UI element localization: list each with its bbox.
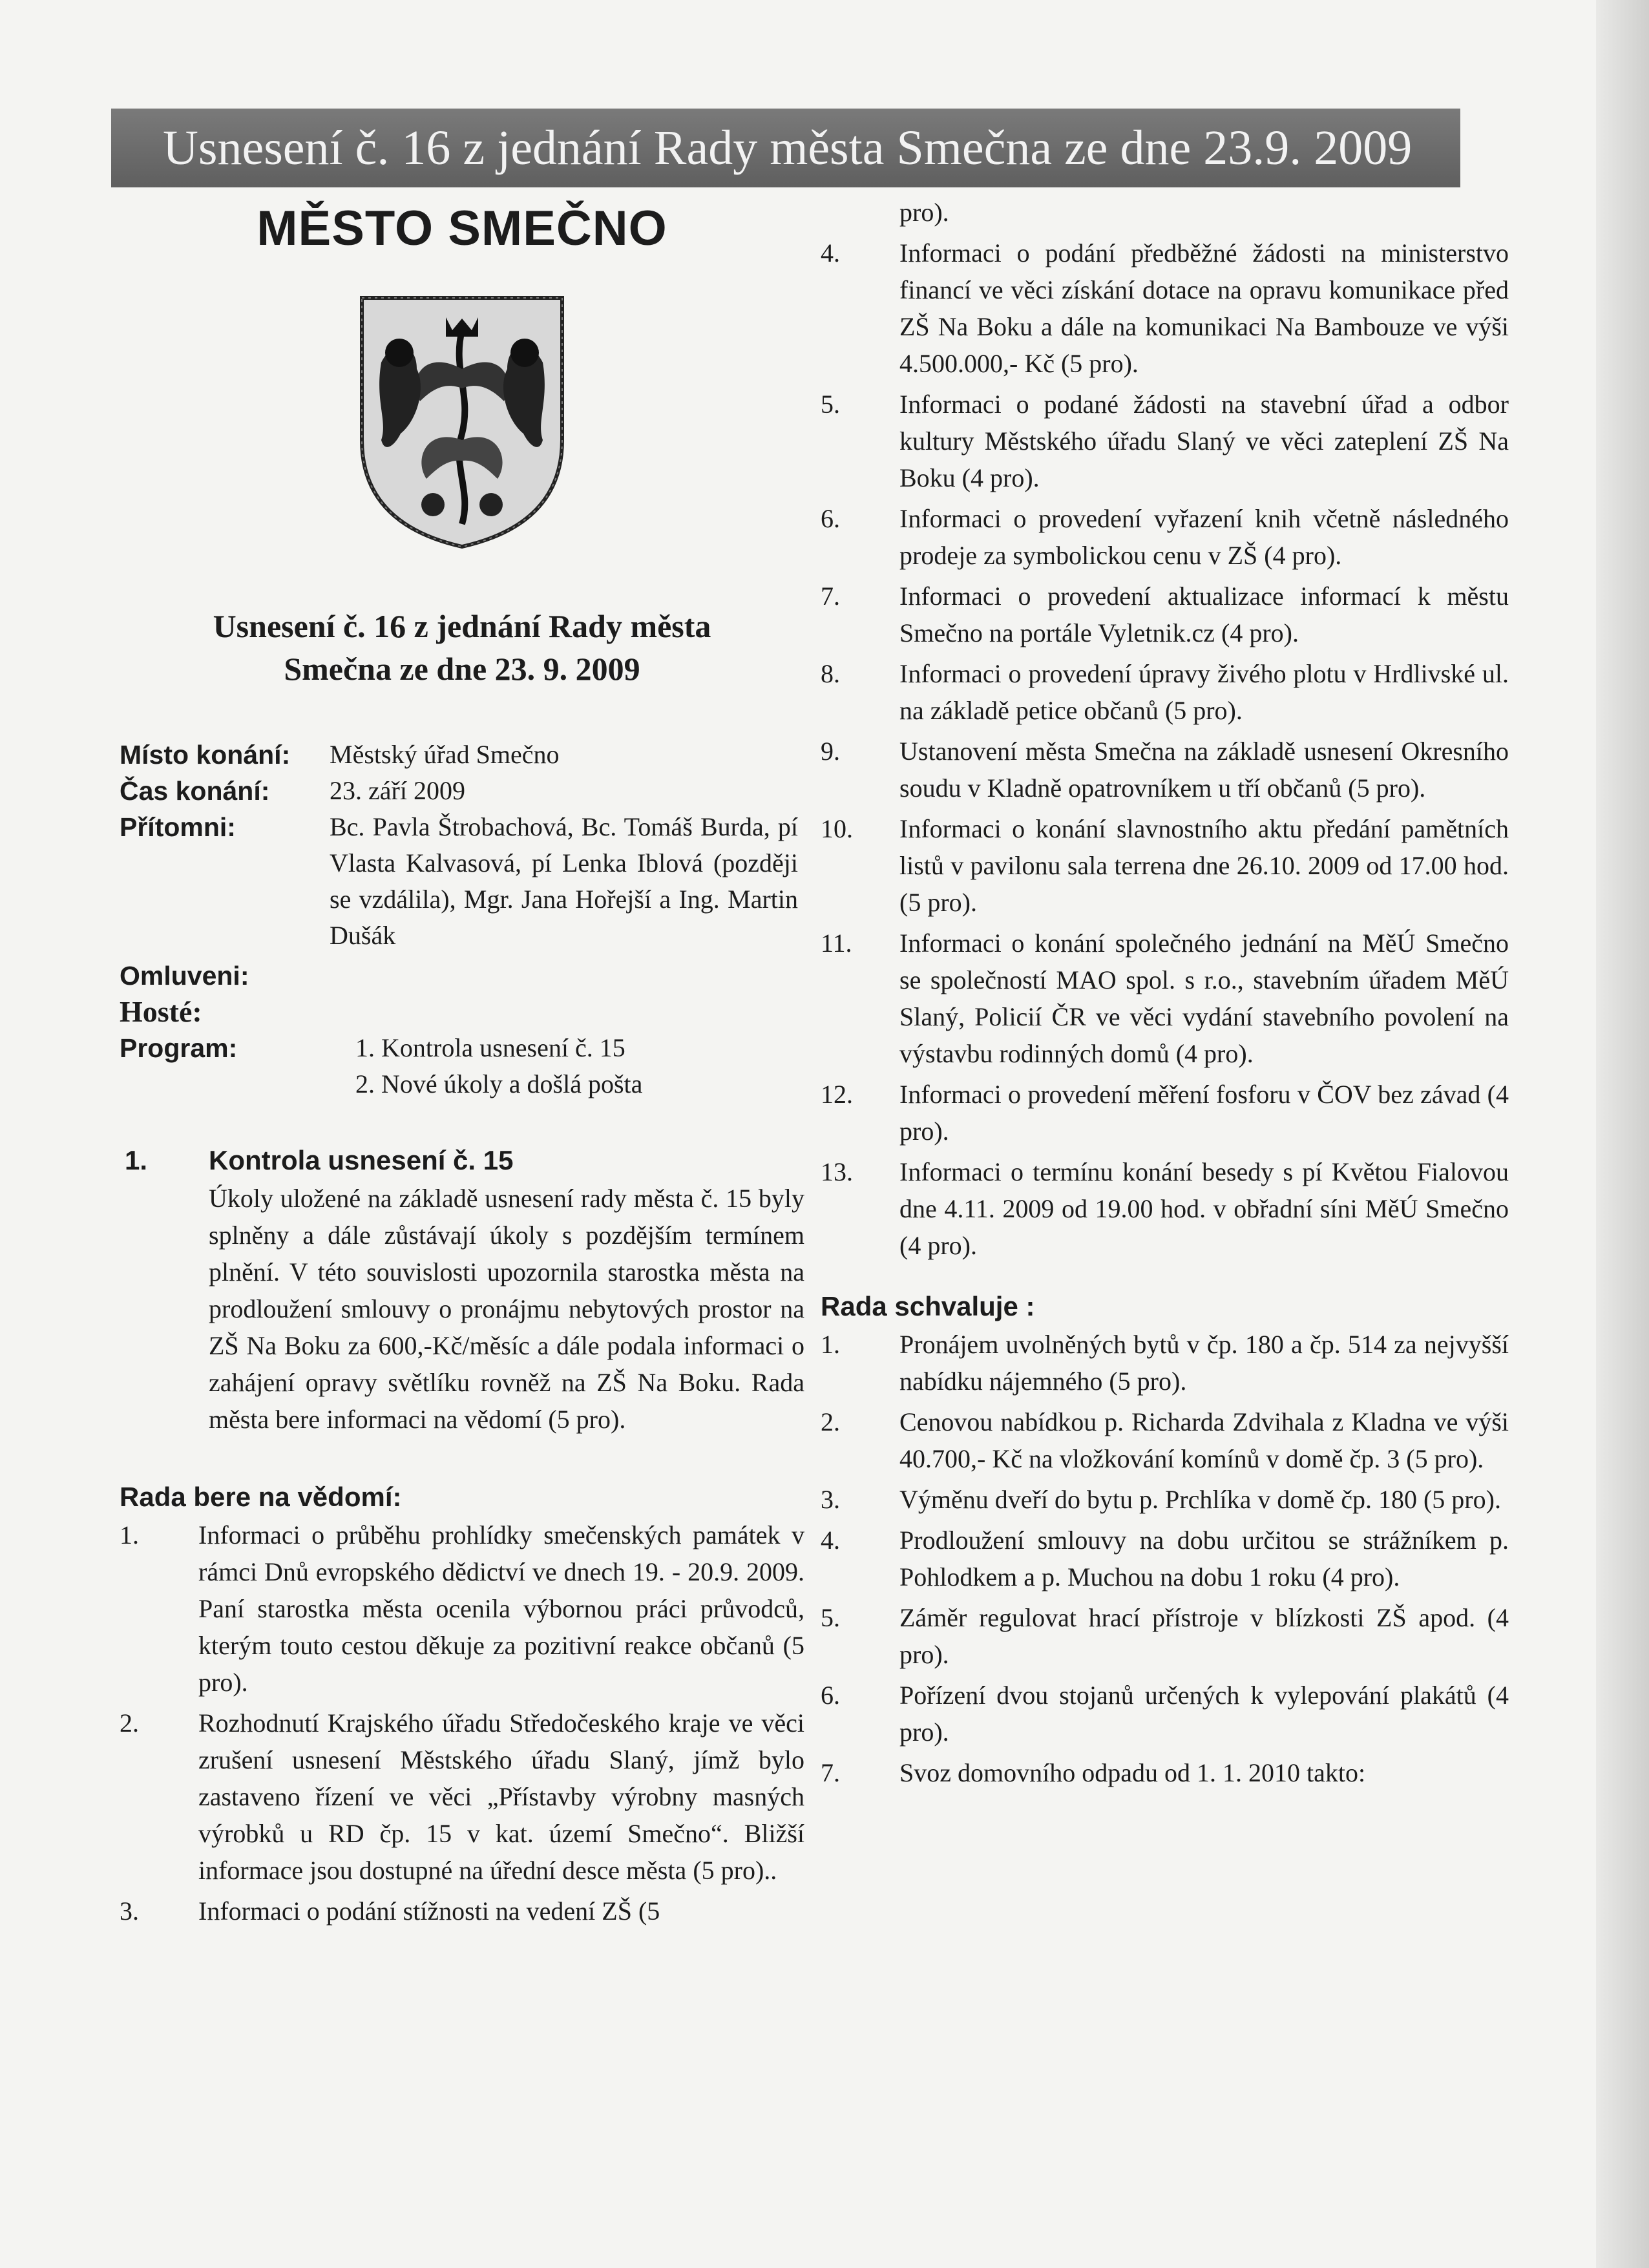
page-edge-shadow [1596,0,1649,2268]
item-text: Informaci o podání předběžné žádosti na ministerstvo financí ve věci získání dotace na opravu komunikace před ZŠ Na Boku a dále na komunikaci Na Bambouze ve výši 4.500.000,- Kč (5 pro). [899,238,1509,378]
item-number: 9. [821,737,840,766]
meta-program-label: Program: [120,1033,238,1063]
list-item [821,1326,1509,1400]
list-item [821,925,1509,1072]
list-item [821,1754,1509,1791]
list-item [821,1076,1509,1150]
document-heading [120,605,804,690]
item-number: 6. [821,1681,840,1710]
list-item [821,1522,1509,1595]
rada-bere-list-right [821,235,1509,1264]
item-number: 3. [120,1896,139,1926]
item-text: Rozhodnutí Krajského úřadu Středočeského kraje ve věci zrušení usnesení Městského úřadu Slaný, jímž bylo zastaveno řízení ve věci „Přístavby výrobny masných výrobků u RD čp. 15 v kat. území Smečno“. Bližší informace jsou dostupné na úřední desce města (5 pro).. [198,1708,804,1885]
heading-line-1: Usnesení č. 16 z jednání Rady města [213,608,711,644]
item-number: 8. [821,659,840,688]
meta-excused-label: Omluveni: [120,961,249,991]
left-column [120,194,804,1933]
list-item [821,1153,1509,1264]
list-item [120,1705,804,1889]
section-1-title: Kontrola usnesení č. 15 [209,1145,514,1175]
item-number: 6. [821,504,840,533]
item-number: 7. [821,582,840,611]
item-text: Pořízení dvou stojanů určených k vylepování plakátů (4 pro). [899,1681,1509,1747]
item-number: 4. [821,238,840,268]
program-item: 2. Nové úkoly a došlá pošta [355,1069,643,1098]
item-number: 2. [821,1407,840,1436]
item-text: Informaci o termínu konání besedy s pí Květou Fialovou dne 4.11. 2009 od 19.00 hod. v obřadní síni MěÚ Smečno (4 pro). [899,1157,1509,1260]
list-item [821,1677,1509,1750]
item-number: 7. [821,1758,840,1787]
item-number: 10. [821,814,853,843]
rada-bere-heading: Rada bere na vědomí: [120,1482,402,1512]
item-number: 5. [821,1603,840,1632]
item-text: Informaci o provedení aktualizace informací k městu Smečno na portále Vyletnik.cz (4 pro). [899,582,1509,647]
item-text: Ustanovení města Smečna na základě usnesení Okresního soudu v Kladně opatrovníkem u tří občanů (5 pro). [899,737,1509,803]
item-text: Výměnu dveří do bytu p. Prchlíka v domě čp. 180 (5 pro). [899,1485,1501,1514]
meta-present-value: Bc. Pavla Štrobachová, Bc. Tomáš Burda, pí Vlasta Kalvasová, pí Lenka Iblová (později se vzdálila), Mgr. Jana Hořejší a Ing. Martin Dušák [330,812,798,950]
section-1-heading [120,1141,804,1180]
item-text: Informaci o průběhu prohlídky smečenských památek v rámci Dnů evropského dědictví ve dnech 19. - 20.9. 2009. Paní starostka města ocenila výbornou práci průvodců, kterým touto cestou děkuje za pozitivní reakce občanů (5 pro). [198,1520,804,1697]
item-number: 3. [821,1485,840,1514]
item-number: 2. [120,1708,139,1738]
meta-guests-label: Hosté: [120,995,202,1028]
meta-time-value: 23. září 2009 [330,776,465,805]
item-text: Informaci o podání stížnosti na vedení ZŠ (5 [198,1896,660,1926]
item-text: Informaci o podané žádosti na stavební úřad a odbor kultury Městského úřadu Slaný ve věci zateplení ZŠ Na Boku (4 pro). [899,390,1509,492]
heading-line-2: Smečna ze dne 23. 9. 2009 [284,651,640,687]
item-number: 4. [821,1526,840,1555]
list-item [821,235,1509,382]
right-column [821,194,1509,1795]
section-1-number: 1. [125,1145,148,1175]
header-banner: Usnesení č. 16 z jednání Rady města Smečna ze dne 23.9. 2009 [111,109,1460,187]
item-number: 12. [821,1080,853,1109]
rada-schvaluje-list [821,1326,1509,1791]
list-item [821,1481,1509,1518]
item-number: 13. [821,1157,853,1186]
item-text: Informaci o provedení úpravy živého plotu v Hrdlivské ul. na základě petice občanů (5 pro). [899,659,1509,725]
item-text: Cenovou nabídkou p. Richarda Zdvihala z Kladna ve výši 40.700,- Kč na vložkování komínů v domě čp. 3 (5 pro). [899,1407,1509,1473]
meta-excused [120,958,804,994]
item-text: Informaci o provedení měření fosforu v ČOV bez závad (4 pro). [899,1080,1509,1146]
meta-program [120,1030,804,1102]
town-crest-icon [355,291,569,550]
meeting-metadata [120,737,804,1102]
section-1-text: Úkoly uložené na základě usnesení rady města č. 15 byly splněny a dále zůstávají úkoly s pozdějším termínem plnění. V této souvislosti upozornila starostka města na prodloužení smlouvy o pronájmu nebytových prostor na ZŠ Na Boku za 600,-Kč/měsíc a dále podala informaci o zahájení opravy světlíku rovněž na ZŠ Na Boku. Rada města bere informaci na vědomí (5 pro). [209,1184,804,1434]
item-number: 1. [821,1330,840,1359]
list-item [821,1403,1509,1477]
crest-container [120,291,804,553]
item-number: 5. [821,390,840,419]
item-continuation: pro). [899,198,949,227]
item-text: Informaci o konání společného jednání na MěÚ Smečno se společností MAO spol. s r.o., stavebním úřadem MěÚ Slaný, Policií ČR ve věci vydání stavebního povolení na výstavbu rodinných domů (4 pro). [899,929,1509,1068]
item-text: Pronájem uvolněných bytů v čp. 180 a čp. 514 za nejvyšší nabídku nájemného (5 pro). [899,1330,1509,1396]
list-item [821,810,1509,921]
item-text: Prodloužení smlouvy na dobu určitou se strážníkem p. Pohlodkem a p. Muchou na dobu 1 roku (4 pro). [899,1526,1509,1591]
list-item [821,1599,1509,1673]
meta-place-label: Místo konání: [120,740,291,770]
list-item [120,1517,804,1701]
meta-present [120,809,804,954]
item-text: Svoz domovního odpadu od 1. 1. 2010 takto: [899,1758,1366,1787]
rada-schvaluje-heading: Rada schvaluje : [821,1291,1035,1321]
meta-place [120,737,804,773]
meta-time-label: Čas konání: [120,776,270,806]
town-title: MĚSTO SMEČNO [257,201,667,256]
list-item [821,386,1509,496]
meta-time [120,773,804,809]
list-item [821,655,1509,729]
item-number: 1. [120,1520,139,1549]
list-item [821,578,1509,651]
list-item [821,500,1509,574]
meta-guests [120,994,804,1030]
item-text: Záměr regulovat hrací přístroje v blízkosti ZŠ apod. (4 pro). [899,1603,1509,1669]
rada-bere-list-left [120,1517,804,1929]
program-item: 1. Kontrola usnesení č. 15 [355,1033,625,1062]
item-text: Informaci o konání slavnostního aktu předání pamětních listů v pavilonu sala terrena dne 26.10. 2009 od 17.00 hod. (5 pro). [899,814,1509,917]
item-number: 11. [821,929,852,958]
list-item [120,1893,804,1929]
meta-program-list [330,1030,804,1102]
list-item [821,733,1509,806]
item-text: Informaci o provedení vyřazení knih včetně následného prodeje za symbolickou cenu v ZŠ (4 pro). [899,504,1509,570]
meta-present-label: Přítomni: [120,812,236,842]
meta-place-value: Městský úřad Smečno [330,740,560,769]
